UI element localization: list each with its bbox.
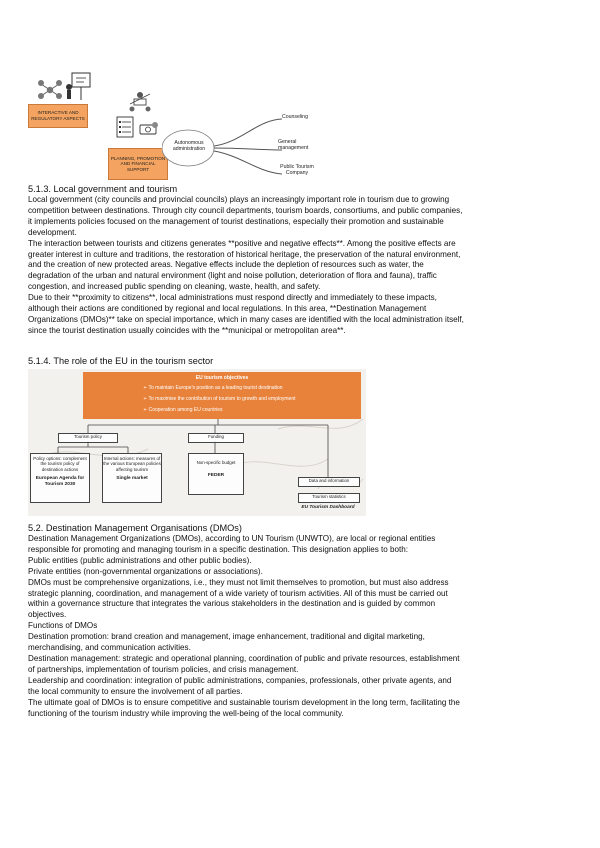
feder-label: FEDER	[207, 473, 225, 479]
planning-promotion-box: PLANNING, PROMOTION AND FINANCIAL SUPPORT	[108, 148, 168, 180]
paragraph-line: the local community to ensure the involvement of all parties.	[28, 686, 243, 696]
paragraph-line: of partnerships, implementation of tourism policies, and crisis management.	[28, 664, 299, 674]
paragraph-line: since the tourist destination usually coincides with the **municipal or metropolitan area**.	[28, 325, 346, 335]
paragraph-line: development.	[28, 227, 77, 237]
tourism-policy-box: Tourism policy	[58, 433, 118, 443]
paragraph-line: greater interest in culture and traditions, the restoration of historical heritage, the preservation of the natural environment,	[28, 249, 461, 259]
paragraph-line: strategic planning, coordination, and management of a wide variety of tourism activities. All of this must be carried out	[28, 588, 448, 598]
paragraph-line: congestion, and increased public spending on cleaning, waste, health, and safety.	[28, 282, 321, 292]
money-icon	[138, 120, 160, 138]
section-52-body	[28, 534, 588, 719]
budget-box	[188, 453, 244, 495]
people-network-icon	[33, 76, 67, 102]
objective-1: ➢ To maintain Europe's position as a leading tourist destination	[143, 385, 283, 391]
paragraph-line: although their actions are conditioned by regional and local regulations. In this area, **Destination Management	[28, 304, 427, 314]
internal-actions-text: Internal actions: measures of the various European policies affecting tourism	[103, 456, 161, 472]
paragraph-line: Due to their **proximity to citizens**, local administrations must respond directly and immediately to these impacts,	[28, 293, 437, 303]
paragraph-line: Public entities (public administrations and other public bodies).	[28, 555, 252, 565]
objectives-title: EU tourism objectives	[195, 375, 249, 381]
eu-tourism-diagram	[28, 369, 366, 516]
autonomous-admin-label: Autonomous administration	[172, 140, 206, 153]
paragraph-line: degradation of the urban and natural environment (light and noise pollution, deterioration of flora and fauna), traffic	[28, 271, 437, 281]
paragraph-line: The interaction between tourists and citizens generates **positive and negative effects**. Among the positive effects are	[28, 238, 456, 248]
checklist-icon	[116, 116, 134, 138]
policy-options-text: Policy options: complement the tourism policy of destination actions	[33, 456, 87, 472]
budget-text: Non-specific budget	[196, 460, 236, 465]
paragraph-line: Functions of DMOs	[28, 621, 98, 631]
paragraph-line: within a governance structure that integrates the various stakeholders in the destination and is guided by common	[28, 599, 436, 609]
paragraph-line: DMOs must be comprehensive organizations, i.e., they must not limit themselves to promotion, but must also address	[28, 577, 449, 587]
paragraph-line: merchandising, and communication activities.	[28, 643, 191, 653]
section-513-body	[28, 195, 588, 337]
paragraph-line: Destination promotion: brand creation and management, image enhancement, traditional and digital marketing,	[28, 632, 425, 642]
european-agenda-label: European Agenda for Tourism 2030	[35, 476, 85, 487]
paragraph-line: The ultimate goal of DMOs is to ensure competitive and sustainable tourism development in the long term, facilitating the	[28, 697, 460, 707]
meeting-icon	[126, 90, 154, 114]
governance-diagram	[28, 72, 318, 184]
section-heading-52: 5.2. Destination Management Organisations (DMOs)	[28, 523, 242, 533]
funding-box: Funding	[188, 433, 244, 443]
objective-3: ➢ Cooperation among EU countries	[143, 407, 223, 413]
branch-public-company: Public Tourism Company	[280, 164, 314, 177]
single-market-label: Single market	[116, 476, 148, 482]
branch-general-management: General management	[278, 139, 309, 152]
eu-dashboard-label: EU Tourism Dashboard	[301, 505, 355, 510]
interactive-regulatory-box: INTERACTIVE AND REGULATORY ASPECTS	[28, 104, 88, 128]
objective-2: ➢ To maximise the contribution of tourism to growth and employment	[143, 396, 296, 402]
data-information-box: Data and information	[298, 477, 360, 487]
paragraph-line: it implements policies focused on the management of tourist destinations, especially their promotion and sustainable	[28, 216, 444, 226]
paragraph-line: and the creation of new protected areas. Negative effects include the depletion of resources such as water, the	[28, 260, 424, 270]
paragraph-line: competition between destinations. Through city council departments, tourism boards, consortiums, and public companies,	[28, 205, 463, 215]
presenter-board-icon	[64, 72, 92, 102]
section-heading-514: 5.1.4. The role of the EU in the tourism sector	[28, 356, 214, 366]
internal-actions-box	[102, 453, 162, 503]
paragraph-line: Local government (city councils and provincial councils) plays an increasingly important role in tourism due to growing	[28, 195, 450, 204]
paragraph-line: responsible for promoting and managing tourism in a specific destination. This designation applies to both:	[28, 544, 409, 554]
paragraph-line: Organizations (DMOs)** take on special importance, which in many cases are identified with the local administration itself,	[28, 314, 464, 324]
paragraph-line: Private entities (non-governmental organizations or associations).	[28, 566, 263, 576]
paragraph-line: functioning of the tourism industry while improving the well-being of the local community.	[28, 708, 344, 718]
paragraph-line: Destination Management Organizations (DMOs), according to UN Tourism (UNWTO), are local or regional entities	[28, 534, 436, 543]
policy-options-box	[30, 453, 90, 503]
paragraph-line: Leadership and coordination: integration of public administrations, companies, professionals, other private agents, and	[28, 675, 452, 685]
paragraph-line: Destination management: strategic and operational planning, coordination of public and private resources, establishment	[28, 653, 460, 663]
paragraph-line: objectives.	[28, 610, 67, 620]
section-heading-513: 5.1.3. Local government and tourism	[28, 184, 178, 194]
tourism-statistics-box: Tourism statistics	[298, 493, 360, 503]
branch-counseling: Counseling	[282, 114, 308, 120]
